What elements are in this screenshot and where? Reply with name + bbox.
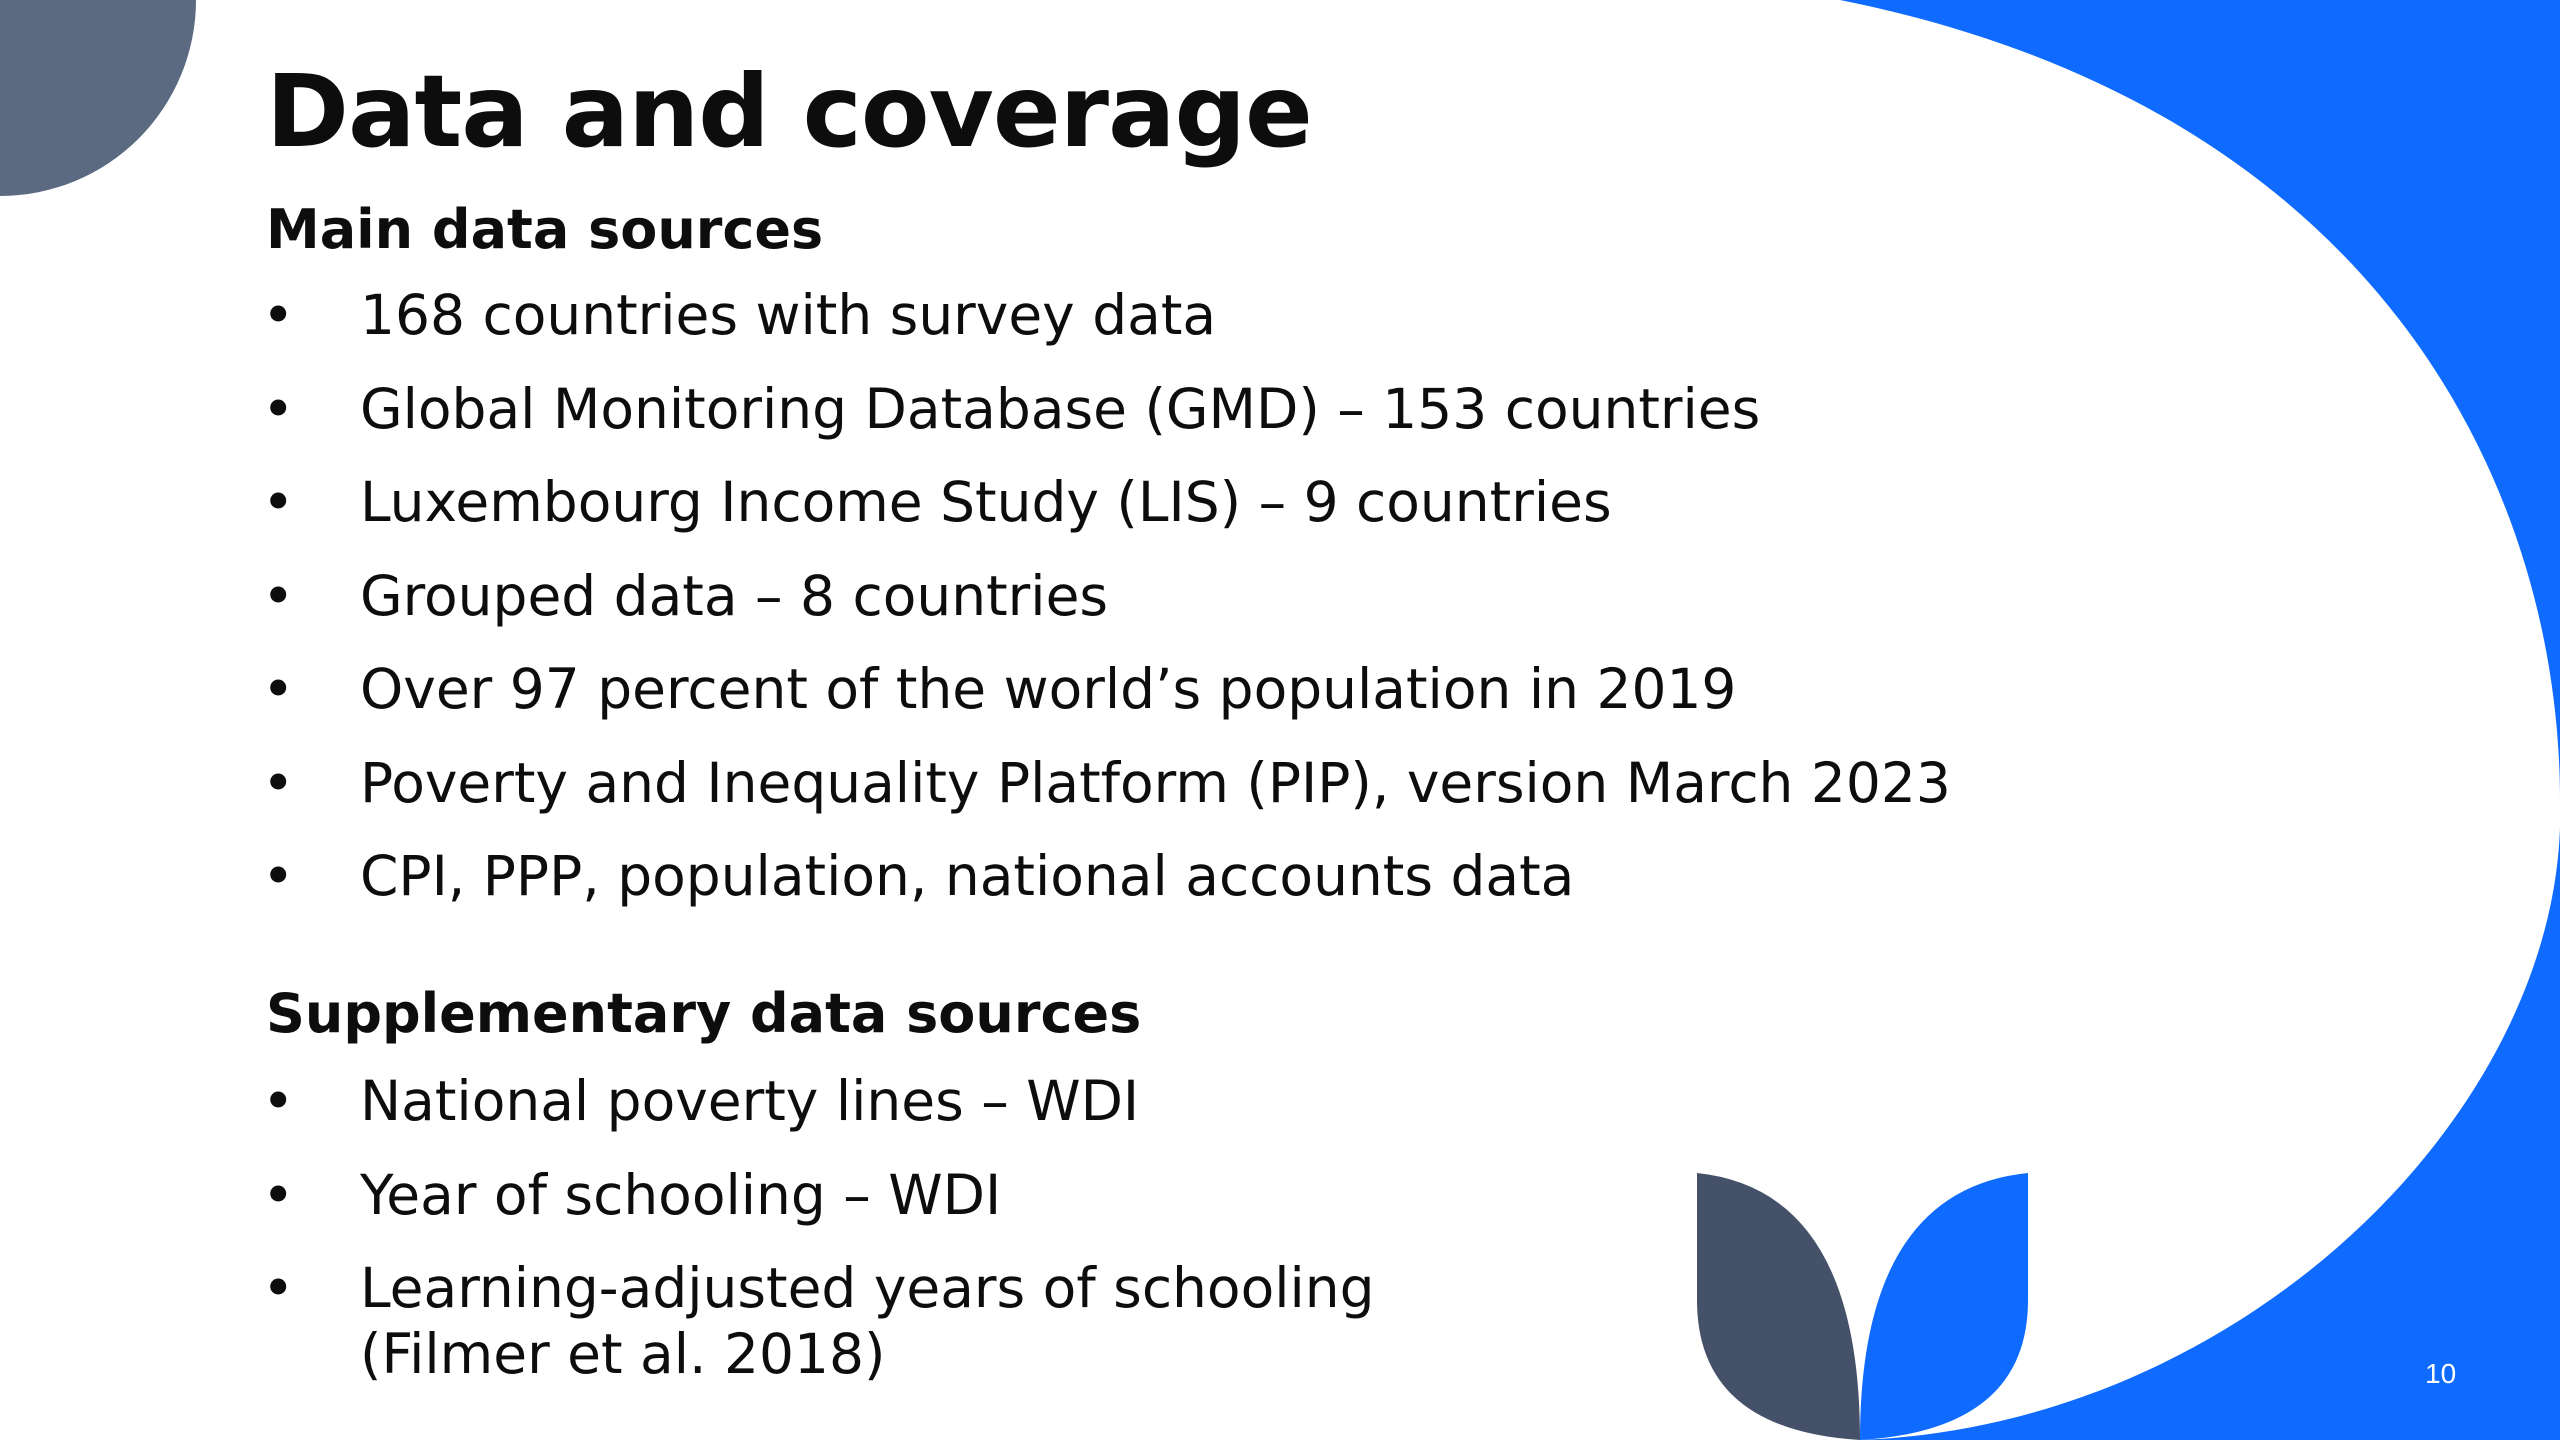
list-item-text: CPI, PPP, population, national accounts data [360, 844, 1575, 908]
supplementary-data-sources-list [262, 1068, 1375, 1415]
main-data-sources-list [262, 282, 1951, 937]
list-item [262, 750, 1951, 816]
bullet-icon: • [262, 470, 295, 534]
list-item [262, 1255, 1375, 1387]
bullet-icon: • [262, 563, 295, 628]
bullet-icon: • [262, 376, 295, 441]
list-item-text: Luxembourg Income Study (LIS) – 9 countries [360, 470, 1612, 534]
list-item [262, 282, 1951, 348]
list-item [262, 469, 1951, 535]
bullet-icon: • [262, 1256, 295, 1320]
list-item [262, 656, 1951, 722]
supplementary-data-sources-heading: Supplementary data sources [266, 982, 1142, 1045]
list-item-text: Over 97 percent of the world’s population in 2019 [360, 657, 1737, 721]
bullet-icon: • [262, 844, 295, 908]
bullet-icon: • [262, 1069, 295, 1133]
list-item-text: Learning-adjusted years of schooling [360, 1256, 1375, 1320]
list-item-citation: (Filmer et al. 2018) [360, 1322, 886, 1386]
bullet-icon: • [262, 750, 295, 815]
list-item-text: National poverty lines – WDI [360, 1069, 1140, 1133]
page-number: 10 [2425, 1358, 2457, 1389]
list-item [262, 563, 1951, 629]
main-data-sources-heading: Main data sources [266, 198, 824, 261]
list-item-text: Grouped data – 8 countries [360, 563, 1109, 628]
list-item [262, 1068, 1375, 1134]
list-item [262, 843, 1951, 909]
list-item [262, 1162, 1375, 1228]
list-item-text: Global Monitoring Database (GMD) – 153 countries [360, 376, 1761, 441]
list-item [262, 376, 1951, 442]
list-item-text: Year of schooling – WDI [360, 1162, 1002, 1227]
bullet-icon: • [262, 657, 295, 721]
list-item-text: Poverty and Inequality Platform (PIP), version March 2023 [360, 750, 1951, 815]
bullet-icon: • [262, 1162, 295, 1227]
bullet-icon: • [262, 283, 295, 347]
list-item-text: 168 countries with survey data [360, 283, 1217, 347]
slide-title: Data and coverage [266, 53, 1312, 170]
